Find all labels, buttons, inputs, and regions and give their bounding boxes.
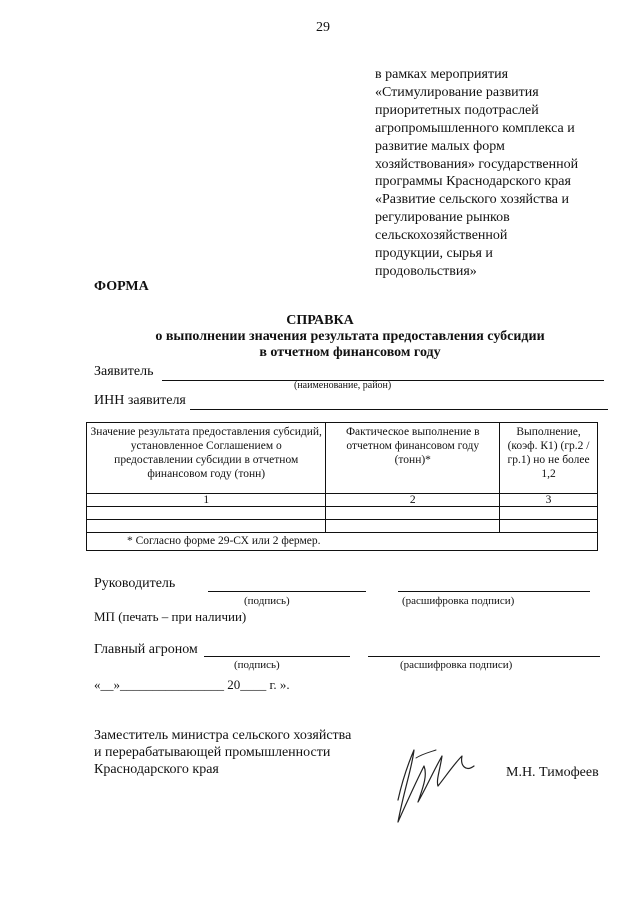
seal-label: МП (печать – при наличии) xyxy=(94,609,247,624)
header-cell: Фактическое выполнение в отчетном финансовом году (тонн)* xyxy=(326,423,500,494)
page-number: 29 xyxy=(316,20,330,35)
agronomist-signature-field[interactable] xyxy=(204,656,350,657)
header-line: «Стимулирование развития xyxy=(375,84,539,100)
form-label: ФОРМА xyxy=(94,279,149,294)
document-subtitle: о выполнении значения результата предоставления субсидии xyxy=(155,329,545,344)
agronomist-decode-field[interactable] xyxy=(368,656,600,657)
applicant-caption: (наименование, район) xyxy=(294,380,392,391)
table-footnote: * Согласно форме 29-СХ или 2 фермер. xyxy=(87,533,598,551)
header-line: приоритетных подотраслей xyxy=(375,102,539,118)
table-cell[interactable] xyxy=(500,507,598,520)
table-row xyxy=(87,520,598,533)
head-decode-field[interactable] xyxy=(398,591,590,592)
signatory-name: М.Н. Тимофеев xyxy=(506,765,599,780)
table-cell[interactable] xyxy=(326,520,500,533)
signature-caption: (подпись) xyxy=(234,659,280,671)
deputy-minister-title xyxy=(94,727,351,778)
column-number: 2 xyxy=(326,494,500,507)
results-table xyxy=(86,422,598,551)
table-cell[interactable] xyxy=(500,520,598,533)
table-cell[interactable] xyxy=(87,520,326,533)
header-line: хозяйствования» государственной xyxy=(375,156,579,172)
header-line: развитие малых форм xyxy=(375,138,505,154)
head-label: Руководитель xyxy=(94,576,176,591)
deputy-line: Заместитель министра сельского хозяйства xyxy=(94,728,352,743)
approval-header xyxy=(375,66,578,281)
applicant-label: Заявитель xyxy=(94,364,154,379)
header-line: продовольствия» xyxy=(375,263,477,279)
header-cell: Значение результата предоставления субсидий, установленное Соглашением о предоставлении субсидии в отчетном финансовом году (тонн) xyxy=(87,423,326,494)
header-line: «Развитие сельского хозяйства и xyxy=(375,192,570,208)
header-line: программы Краснодарского края xyxy=(375,174,571,190)
head-signature-field[interactable] xyxy=(208,591,366,592)
table-cell[interactable] xyxy=(326,507,500,520)
header-line: в рамках мероприятия xyxy=(375,67,509,82)
signature-caption: (подпись) xyxy=(244,595,290,607)
column-number: 1 xyxy=(87,494,326,507)
date-line: «__»________________ 20____ г. ». xyxy=(94,677,290,692)
header-line: продукции, сырья и xyxy=(375,246,493,262)
inn-label: ИНН заявителя xyxy=(94,393,186,408)
decode-caption: (расшифровка подписи) xyxy=(400,659,513,671)
deputy-line: и перерабатывающей промышленности xyxy=(94,745,331,760)
header-line: сельскохозяйственной xyxy=(375,228,508,244)
document-title: СПРАВКА xyxy=(286,313,354,328)
column-number: 3 xyxy=(500,494,598,507)
document-subtitle: в отчетном финансовом году xyxy=(259,345,441,360)
table-row xyxy=(87,507,598,520)
handwritten-signature xyxy=(368,730,478,830)
deputy-line: Краснодарского края xyxy=(94,762,219,777)
header-line: регулирование рынков xyxy=(375,210,510,226)
inn-field[interactable] xyxy=(190,409,608,410)
header-line: агропромышленного комплекса и xyxy=(375,120,575,136)
table-cell[interactable] xyxy=(87,507,326,520)
decode-caption: (расшифровка подписи) xyxy=(402,595,515,607)
agronomist-label: Главный агроном xyxy=(94,642,198,657)
header-cell: Выполнение, (коэф. К1) (гр.2 / гр.1) но не более 1,2 xyxy=(500,423,598,494)
